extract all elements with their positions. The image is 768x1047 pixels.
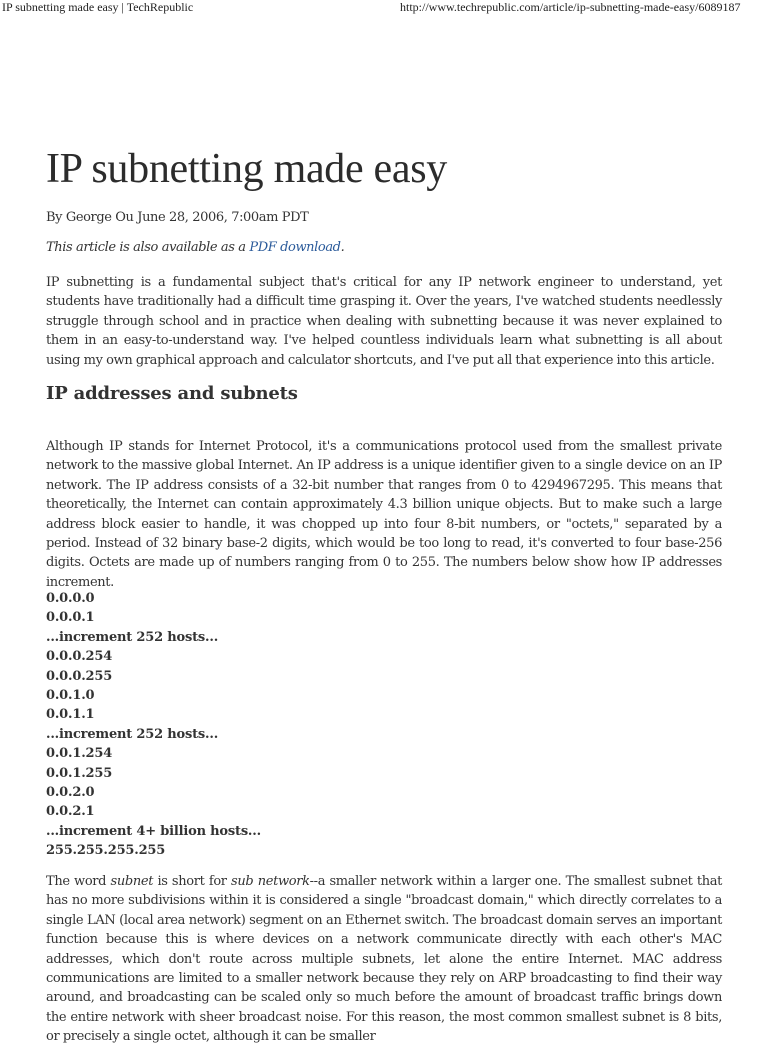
ip-list-item: ...increment 252 hosts... [46,726,219,742]
section-heading: IP addresses and subnets [46,383,298,404]
ip-list-item: 0.0.2.0 [46,784,95,800]
print-header-title: IP subnetting made easy | TechRepublic [2,0,194,14]
print-header-url: http://www.techrepublic.com/article/ip-subnetting-made-easy/6089187 [400,0,741,14]
ip-list-item: 0.0.0.255 [46,668,113,684]
print-header [0,0,768,16]
subnet-text-2: is short for [153,874,232,889]
ip-list-item: 0.0.2.1 [46,804,95,820]
ip-list-item: 0.0.1.254 [46,746,113,762]
ip-list-item: 0.0.0.0 [46,591,95,606]
pdf-note-suffix: . [340,240,345,255]
subnet-definition-paragraph [46,872,722,1047]
ip-list-item: ...increment 252 hosts... [46,629,219,645]
ip-list-item: 0.0.1.1 [46,707,95,723]
ip-list-item: 0.0.1.0 [46,687,95,703]
intro-paragraph: IP subnetting is a fundamental subject that's critical for any IP network engineer to understand, yet students have traditionally had a difficult time grasping it. Over the years, I've watched students needlessly struggle through school and in practice when dealing with subnetting because it was never explained to them in an easy-to-understand way. I've helped countless individuals learn what subnetting is all about using my own graphical approach and calculator shortcuts, and I've put all that experience into this article. [46,275,722,368]
subnet-term: subnet [110,874,154,889]
ip-list-item: 0.0.0.254 [46,649,113,665]
pdf-download-link[interactable]: PDF download [249,240,341,255]
ip-list-item: 255.255.255.255 [46,843,166,859]
ip-list-item: 0.0.0.1 [46,610,95,626]
article-title: IP subnetting made easy [46,146,447,192]
article-byline: By George Ou June 28, 2006, 7:00am PDT [46,210,309,225]
ip-increment-list [46,589,261,860]
pdf-note-prefix: This article is also available as a [46,240,250,255]
pdf-availability-note [46,240,344,255]
ip-list-item: ...increment 4+ billion hosts... [46,823,261,839]
subnet-text-1: The word [46,874,111,889]
subnet-text-3: --a smaller network within a larger one. The smallest subnet that has no more subdivisions within it is considered a single "broadcast domain," which directly correlates to a single LAN (local area network) segment on an Ethernet switch. The broadcast domain serves an important function because this is where devices on a network communicate directly with each other's MAC addresses, which don't route across multiple subnets, let alone the entire Internet. MAC address communications are limited to a smaller network because they rely on ARP broadcasting to find their way around, and broadcasting can be scaled only so much before the amount of broadcast traffic brings down the entire network with sheer broadcast noise. For this reason, the most common smallest subnet is 8 bits, or precisely a single octet, although it can be smaller [46,874,723,1045]
sub-network-term: sub network [231,874,310,889]
ip-addresses-paragraph: Although IP stands for Internet Protocol, it's a communications protocol used from the smallest private network to the massive global Internet. An IP address is a unique identifier given to a single device on an IP network. The IP address consists of a 32-bit number that ranges from 0 to 4294967295. This means that theoretically, the Internet can contain approximately 4.3 billion unique objects. But to make such a large address block easier to handle, it was chopped up into four 8-bit numbers, or "octets," separated by a period. Instead of 32 binary base-2 digits, which would be too long to read, it's converted to four base-256 digits. Octets are made up of numbers ranging from 0 to 255. The numbers below show how IP addresses increment. [46,439,722,590]
ip-list-item: 0.0.1.255 [46,765,113,781]
